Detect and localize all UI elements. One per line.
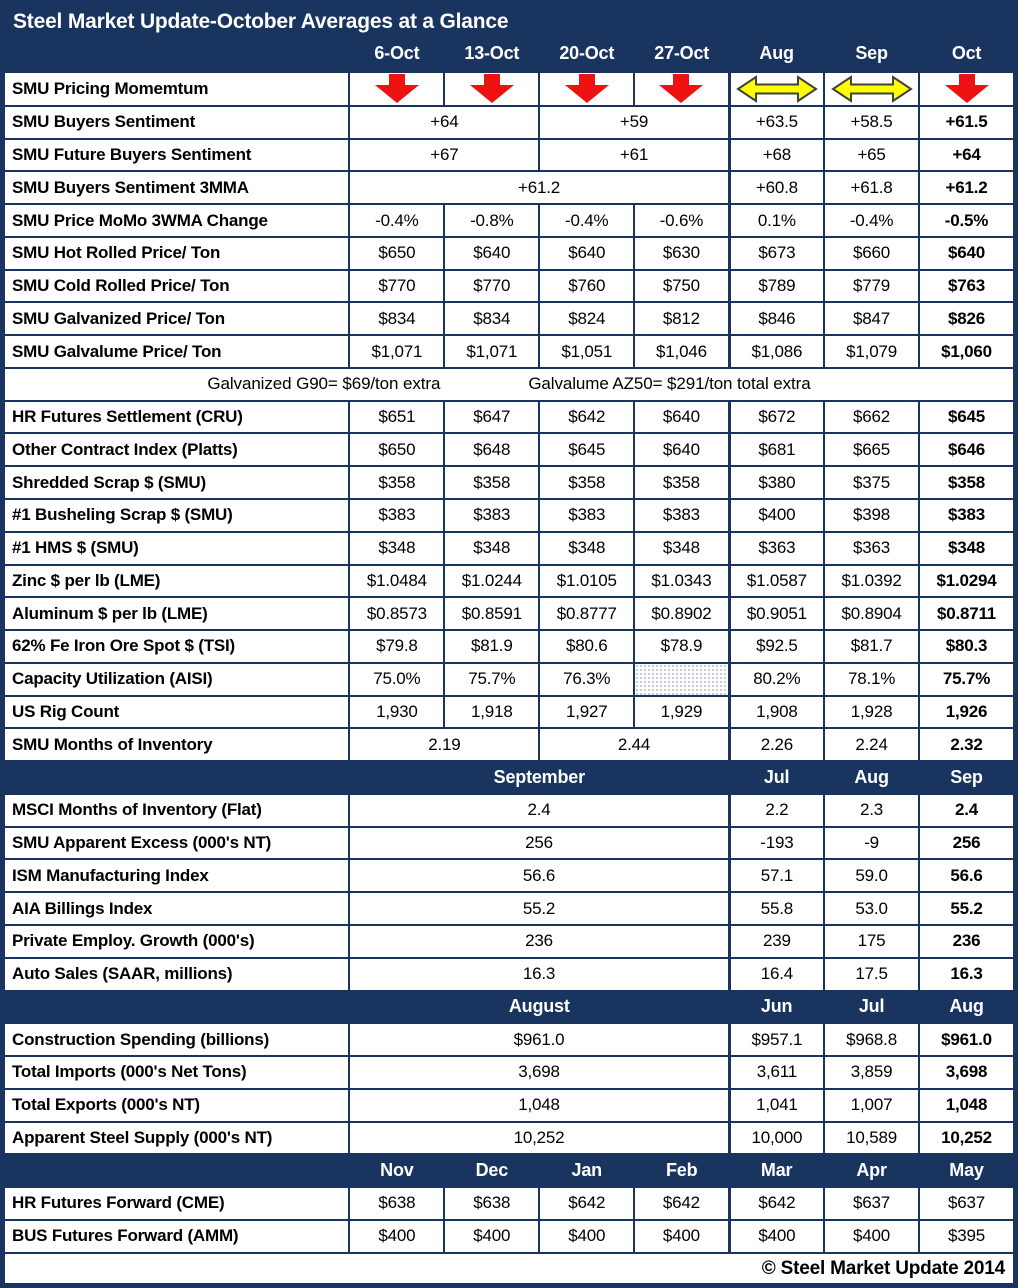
table-row (4, 859, 1014, 892)
value-cell: $1.0244 (444, 565, 539, 598)
left-right-arrow-icon (830, 74, 914, 104)
value-cell: $0.8591 (444, 597, 539, 630)
row-label: SMU Hot Rolled Price/ Ton (4, 237, 349, 270)
value-cell: $642 (729, 1187, 824, 1220)
value-cell: $0.9051 (729, 597, 824, 630)
value-cell: $0.8711 (919, 597, 1014, 630)
momentum-cell (634, 72, 729, 106)
row-label: Total Imports (000's Net Tons) (4, 1056, 349, 1089)
row-label: Auto Sales (SAAR, millions) (4, 958, 349, 991)
row-label: Private Employ. Growth (000's) (4, 925, 349, 958)
value-cell: +63.5 (729, 106, 824, 139)
table-row (4, 630, 1014, 663)
value-cell: $358 (919, 466, 1014, 499)
table-row (4, 696, 1014, 729)
note-text: Galvanized G90= $69/ton extra (207, 374, 441, 394)
value-cell: -0.6% (634, 204, 729, 237)
value-cell: $1,079 (824, 335, 919, 368)
row-label: SMU Cold Rolled Price/ Ton (4, 270, 349, 303)
value-cell: $647 (444, 401, 539, 434)
period-header: September (349, 761, 729, 794)
value-cell: 1,928 (824, 696, 919, 729)
value-cell: 55.8 (729, 892, 824, 925)
value-cell: $400 (824, 1220, 919, 1253)
table-row (4, 827, 1014, 860)
value-cell: $672 (729, 401, 824, 434)
table-row (4, 499, 1014, 532)
value-cell: $640 (444, 237, 539, 270)
table-row (4, 761, 1014, 794)
row-label: SMU Months of Inventory (4, 728, 349, 761)
value-cell: +64 (349, 106, 539, 139)
row-label: Total Exports (000's NT) (4, 1089, 349, 1122)
value-cell: 59.0 (824, 859, 919, 892)
value-cell: 10,000 (729, 1122, 824, 1155)
value-cell: $383 (919, 499, 1014, 532)
value-cell: 3,859 (824, 1056, 919, 1089)
row-label: Capacity Utilization (AISI) (4, 663, 349, 696)
value-cell: +61.2 (349, 171, 729, 204)
value-cell: $1,060 (919, 335, 1014, 368)
value-cell: 175 (824, 925, 919, 958)
value-cell: $648 (444, 433, 539, 466)
value-cell: $1,086 (729, 335, 824, 368)
value-cell: 2.4 (919, 794, 1014, 827)
value-cell: $79.8 (349, 630, 444, 663)
value-cell: 55.2 (349, 892, 729, 925)
table-row (4, 204, 1014, 237)
value-cell: 10,589 (824, 1122, 919, 1155)
value-cell: $760 (539, 270, 634, 303)
value-cell: 56.6 (349, 859, 729, 892)
value-cell: $400 (444, 1220, 539, 1253)
value-cell: -193 (729, 827, 824, 860)
down-arrow-icon (466, 74, 518, 103)
momentum-cell (729, 72, 824, 106)
row-label: SMU Galvalume Price/ Ton (4, 335, 349, 368)
value-cell: +59 (539, 106, 729, 139)
table-row (4, 1023, 1014, 1056)
row-label: HR Futures Forward (CME) (4, 1187, 349, 1220)
period-header: Mar (729, 1154, 824, 1187)
table-row (4, 597, 1014, 630)
value-cell: $789 (729, 270, 824, 303)
period-header: Jul (824, 991, 919, 1024)
value-cell: $348 (539, 532, 634, 565)
down-arrow-icon (561, 74, 613, 103)
value-cell: 2.19 (349, 728, 539, 761)
value-cell: $630 (634, 237, 729, 270)
column-header: Aug (729, 39, 824, 72)
value-cell: +68 (729, 139, 824, 172)
value-cell: +61 (539, 139, 729, 172)
value-cell: 256 (919, 827, 1014, 860)
value-cell: $824 (539, 302, 634, 335)
column-header: 13-Oct (444, 39, 539, 72)
value-cell: $640 (919, 237, 1014, 270)
data-table (3, 3, 1015, 1285)
value-cell: $348 (349, 532, 444, 565)
row-label: HR Futures Settlement (CRU) (4, 401, 349, 434)
value-cell: $0.8777 (539, 597, 634, 630)
value-cell: $646 (919, 433, 1014, 466)
value-cell: $637 (824, 1187, 919, 1220)
down-arrow-icon (941, 74, 993, 103)
value-cell: $383 (349, 499, 444, 532)
value-cell: $398 (824, 499, 919, 532)
momentum-cell (539, 72, 634, 106)
value-cell: 1,007 (824, 1089, 919, 1122)
row-label: SMU Galvanized Price/ Ton (4, 302, 349, 335)
value-cell: 236 (349, 925, 729, 958)
table-body (4, 72, 1014, 1253)
value-cell: $78.9 (634, 630, 729, 663)
value-cell: -0.4% (349, 204, 444, 237)
note-cell (4, 368, 1014, 401)
value-cell: 17.5 (824, 958, 919, 991)
momentum-cell (824, 72, 919, 106)
value-cell: 16.4 (729, 958, 824, 991)
value-cell: 1,041 (729, 1089, 824, 1122)
period-header: Aug (824, 761, 919, 794)
value-cell: $1,046 (634, 335, 729, 368)
row-label: Construction Spending (billions) (4, 1023, 349, 1056)
value-cell: $812 (634, 302, 729, 335)
value-cell: $834 (349, 302, 444, 335)
value-cell: +65 (824, 139, 919, 172)
value-cell: $957.1 (729, 1023, 824, 1056)
period-header: August (349, 991, 729, 1024)
value-cell: $665 (824, 433, 919, 466)
table-row (4, 106, 1014, 139)
value-cell: 3,698 (919, 1056, 1014, 1089)
value-cell: $358 (349, 466, 444, 499)
value-cell: $660 (824, 237, 919, 270)
value-cell: $763 (919, 270, 1014, 303)
row-label: ISM Manufacturing Index (4, 859, 349, 892)
page-title: Steel Market Update-October Averages at a Glance (4, 4, 1014, 39)
column-header: 20-Oct (539, 39, 634, 72)
value-cell: $640 (539, 237, 634, 270)
value-cell: $637 (919, 1187, 1014, 1220)
note-text: Galvalume AZ50= $291/ton total extra (528, 374, 811, 394)
row-label: SMU Buyers Sentiment 3MMA (4, 171, 349, 204)
value-cell: $642 (539, 1187, 634, 1220)
value-cell: 236 (919, 925, 1014, 958)
value-cell: $846 (729, 302, 824, 335)
column-header: Sep (824, 39, 919, 72)
value-cell: $358 (634, 466, 729, 499)
table-row (4, 270, 1014, 303)
value-cell: $640 (634, 401, 729, 434)
copyright-text: © Steel Market Update 2014 (4, 1253, 1014, 1284)
value-cell: -0.8% (444, 204, 539, 237)
table-row (4, 925, 1014, 958)
value-cell: $968.8 (824, 1023, 919, 1056)
value-cell: $1.0294 (919, 565, 1014, 598)
value-cell: 2.44 (539, 728, 729, 761)
value-cell: 2.3 (824, 794, 919, 827)
table-row (4, 1122, 1014, 1155)
period-header (4, 1154, 349, 1187)
value-cell: 57.1 (729, 859, 824, 892)
value-cell: $0.8573 (349, 597, 444, 630)
left-right-arrow-icon (735, 74, 819, 104)
footer-row (4, 1253, 1014, 1284)
value-cell: $400 (634, 1220, 729, 1253)
period-header: Dec (444, 1154, 539, 1187)
value-cell: 1,048 (919, 1089, 1014, 1122)
value-cell: $383 (634, 499, 729, 532)
period-header: Nov (349, 1154, 444, 1187)
value-cell: +60.8 (729, 171, 824, 204)
row-label: Zinc $ per lb (LME) (4, 565, 349, 598)
value-cell: +61.5 (919, 106, 1014, 139)
period-header: Jun (729, 991, 824, 1024)
row-label: SMU Pricing Momemtum (4, 72, 349, 106)
value-cell: $348 (634, 532, 729, 565)
value-cell: $826 (919, 302, 1014, 335)
column-header: 27-Oct (634, 39, 729, 72)
momentum-cell (444, 72, 539, 106)
row-label: Apparent Steel Supply (000's NT) (4, 1122, 349, 1155)
table-row (4, 532, 1014, 565)
value-cell: $650 (349, 433, 444, 466)
table-row (4, 1056, 1014, 1089)
value-cell: 0.1% (729, 204, 824, 237)
value-cell: 2.24 (824, 728, 919, 761)
value-cell: $640 (634, 433, 729, 466)
value-cell: +61.8 (824, 171, 919, 204)
value-cell: $650 (349, 237, 444, 270)
value-cell: 3,698 (349, 1056, 729, 1089)
row-label: #1 HMS $ (SMU) (4, 532, 349, 565)
momentum-cell (349, 72, 444, 106)
value-cell: 1,930 (349, 696, 444, 729)
column-header: Oct (919, 39, 1014, 72)
value-cell: 56.6 (919, 859, 1014, 892)
value-cell: $651 (349, 401, 444, 434)
table-row (4, 72, 1014, 106)
value-cell: $348 (919, 532, 1014, 565)
period-header (4, 761, 349, 794)
row-label: BUS Futures Forward (AMM) (4, 1220, 349, 1253)
row-label: SMU Apparent Excess (000's NT) (4, 827, 349, 860)
row-label: MSCI Months of Inventory (Flat) (4, 794, 349, 827)
value-cell: 1,048 (349, 1089, 729, 1122)
value-cell: $363 (729, 532, 824, 565)
value-cell: $383 (539, 499, 634, 532)
value-cell: 53.0 (824, 892, 919, 925)
value-cell: +67 (349, 139, 539, 172)
table-row (4, 794, 1014, 827)
row-label: #1 Busheling Scrap $ (SMU) (4, 499, 349, 532)
row-label: SMU Price MoMo 3WMA Change (4, 204, 349, 237)
value-cell: $1.0105 (539, 565, 634, 598)
row-label: Shredded Scrap $ (SMU) (4, 466, 349, 499)
value-cell: 16.3 (349, 958, 729, 991)
value-cell: $400 (539, 1220, 634, 1253)
value-cell: 80.2% (729, 663, 824, 696)
table-row (4, 1154, 1014, 1187)
value-cell: 1,926 (919, 696, 1014, 729)
table-row (4, 237, 1014, 270)
value-cell: $1.0343 (634, 565, 729, 598)
table-row (4, 466, 1014, 499)
value-cell: 1,927 (539, 696, 634, 729)
period-header: Apr (824, 1154, 919, 1187)
value-cell: $1.0392 (824, 565, 919, 598)
value-cell: $80.6 (539, 630, 634, 663)
value-cell: -0.4% (824, 204, 919, 237)
value-cell: 1,929 (634, 696, 729, 729)
value-cell: $1.0484 (349, 565, 444, 598)
column-header (4, 39, 349, 72)
table-row (4, 171, 1014, 204)
value-cell: 76.3% (539, 663, 634, 696)
period-header: Sep (919, 761, 1014, 794)
value-cell: $400 (729, 499, 824, 532)
value-cell: 16.3 (919, 958, 1014, 991)
value-cell: 1,918 (444, 696, 539, 729)
value-cell: $662 (824, 401, 919, 434)
value-cell: 3,611 (729, 1056, 824, 1089)
value-cell: $395 (919, 1220, 1014, 1253)
row-label: US Rig Count (4, 696, 349, 729)
row-label: AIA Billings Index (4, 892, 349, 925)
down-arrow-icon (655, 74, 707, 103)
value-cell: $961.0 (919, 1023, 1014, 1056)
title-row (4, 4, 1014, 39)
value-cell: $1,051 (539, 335, 634, 368)
row-label: Aluminum $ per lb (LME) (4, 597, 349, 630)
value-cell: -9 (824, 827, 919, 860)
table-row (4, 335, 1014, 368)
value-cell: $0.8902 (634, 597, 729, 630)
value-cell: $645 (919, 401, 1014, 434)
value-cell: -0.5% (919, 204, 1014, 237)
column-header: 6-Oct (349, 39, 444, 72)
table-row (4, 302, 1014, 335)
value-cell: $81.7 (824, 630, 919, 663)
value-cell: $375 (824, 466, 919, 499)
value-cell: $0.8904 (824, 597, 919, 630)
value-cell: $348 (444, 532, 539, 565)
value-cell: $81.9 (444, 630, 539, 663)
value-cell: $1,071 (444, 335, 539, 368)
value-cell: 2.4 (349, 794, 729, 827)
value-cell: $645 (539, 433, 634, 466)
column-header-row (4, 39, 1014, 72)
table-row (4, 1220, 1014, 1253)
table-row (4, 1089, 1014, 1122)
table-row (4, 991, 1014, 1024)
period-header: Jan (539, 1154, 634, 1187)
value-cell: $681 (729, 433, 824, 466)
value-cell: 55.2 (919, 892, 1014, 925)
value-cell: $638 (349, 1187, 444, 1220)
value-cell: 1,908 (729, 696, 824, 729)
table-row (4, 728, 1014, 761)
value-cell: $770 (444, 270, 539, 303)
value-cell: 239 (729, 925, 824, 958)
value-cell: 2.26 (729, 728, 824, 761)
value-cell: 10,252 (919, 1122, 1014, 1155)
value-cell: $80.3 (919, 630, 1014, 663)
value-cell: $1.0587 (729, 565, 824, 598)
value-cell: $750 (634, 270, 729, 303)
value-cell: $834 (444, 302, 539, 335)
value-cell: +64 (919, 139, 1014, 172)
table-row (4, 368, 1014, 401)
table-row (4, 433, 1014, 466)
value-cell: $779 (824, 270, 919, 303)
value-cell: 256 (349, 827, 729, 860)
value-cell: +58.5 (824, 106, 919, 139)
value-cell: 2.2 (729, 794, 824, 827)
value-cell: 75.0% (349, 663, 444, 696)
period-header: Jul (729, 761, 824, 794)
value-cell: 75.7% (919, 663, 1014, 696)
value-cell: 75.7% (444, 663, 539, 696)
row-label: Other Contract Index (Platts) (4, 433, 349, 466)
value-cell: $1,071 (349, 335, 444, 368)
table-row (4, 565, 1014, 598)
value-cell: -0.4% (539, 204, 634, 237)
value-cell: $770 (349, 270, 444, 303)
table-row (4, 958, 1014, 991)
table-row (4, 1187, 1014, 1220)
period-header (4, 991, 349, 1024)
table-row (4, 663, 1014, 696)
value-cell: $383 (444, 499, 539, 532)
value-cell: $358 (444, 466, 539, 499)
row-label: SMU Future Buyers Sentiment (4, 139, 349, 172)
table-row (4, 139, 1014, 172)
period-header: Aug (919, 991, 1014, 1024)
momentum-cell (919, 72, 1014, 106)
value-cell: $400 (349, 1220, 444, 1253)
value-cell: 78.1% (824, 663, 919, 696)
hatched-cell (634, 663, 729, 696)
value-cell: $363 (824, 532, 919, 565)
table-row (4, 401, 1014, 434)
value-cell: 2.32 (919, 728, 1014, 761)
period-header: May (919, 1154, 1014, 1187)
row-label: SMU Buyers Sentiment (4, 106, 349, 139)
value-cell: $961.0 (349, 1023, 729, 1056)
value-cell: +61.2 (919, 171, 1014, 204)
value-cell: 10,252 (349, 1122, 729, 1155)
value-cell: $358 (539, 466, 634, 499)
value-cell: $380 (729, 466, 824, 499)
down-arrow-icon (371, 74, 423, 103)
value-cell: $400 (729, 1220, 824, 1253)
value-cell: $673 (729, 237, 824, 270)
value-cell: $642 (539, 401, 634, 434)
table-row (4, 892, 1014, 925)
row-label: 62% Fe Iron Ore Spot $ (TSI) (4, 630, 349, 663)
value-cell: $638 (444, 1187, 539, 1220)
value-cell: $92.5 (729, 630, 824, 663)
value-cell: $642 (634, 1187, 729, 1220)
value-cell: $847 (824, 302, 919, 335)
period-header: Feb (634, 1154, 729, 1187)
